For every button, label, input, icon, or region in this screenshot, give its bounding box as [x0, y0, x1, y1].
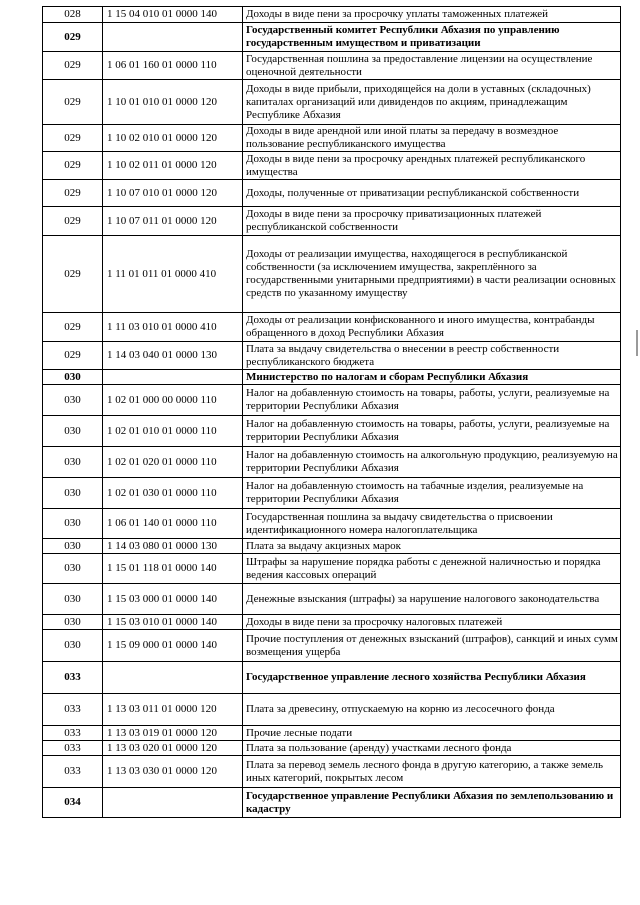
revenue-name-cell: Доходы в виде арендной или иной платы за передачу в возмездное пользование республиканского имущества [243, 125, 621, 152]
revenue-code-cell: 1 10 07 010 01 0000 120 [103, 180, 243, 207]
table-row [43, 615, 621, 630]
revenue-code-cell [103, 662, 243, 694]
table-row [43, 539, 621, 554]
admin-code-cell: 030 [43, 615, 103, 630]
admin-code-cell: 029 [43, 236, 103, 313]
admin-code-cell: 033 [43, 726, 103, 741]
table-row [43, 509, 621, 539]
revenue-code-cell [103, 23, 243, 52]
revenue-name-cell: Государственное управление Республики Абхазия по землепользованию и кадастру [243, 788, 621, 818]
revenue-name-cell: Плата за перевод земель лесного фонда в другую категорию, а также земель иных категорий, покрытых лесом [243, 756, 621, 788]
table-row [43, 630, 621, 662]
revenue-code-cell: 1 15 09 000 01 0000 140 [103, 630, 243, 662]
table-row [43, 584, 621, 615]
revenue-name-cell: Доходы в виде пени за просрочку арендных платежей республиканского имущества [243, 152, 621, 180]
revenue-code-cell: 1 15 03 000 01 0000 140 [103, 584, 243, 615]
revenue-name-cell: Государственная пошлина за выдачу свидетельства о присвоении идентификационного номера налогоплательщика [243, 509, 621, 539]
admin-code-cell: 030 [43, 584, 103, 615]
table-row [43, 478, 621, 509]
admin-code-cell: 033 [43, 694, 103, 726]
table-row [43, 52, 621, 80]
revenue-code-cell: 1 10 07 011 01 0000 120 [103, 207, 243, 236]
section-header-row [43, 662, 621, 694]
admin-code-cell: 030 [43, 447, 103, 478]
revenue-code-cell: 1 10 01 010 01 0000 120 [103, 80, 243, 125]
table-row [43, 554, 621, 584]
admin-code-cell: 030 [43, 554, 103, 584]
revenue-name-cell: Доходы от реализации имущества, находящегося в республиканской собственности (за исключением имущества, закреплённого за государственными унитарными предприятиями) в части реализации основных средств по указанному имуществу [243, 236, 621, 313]
revenue-name-cell: Доходы в виде пени за просрочку налоговых платежей [243, 615, 621, 630]
revenue-code-cell: 1 02 01 030 01 0000 110 [103, 478, 243, 509]
revenue-name-cell: Министерство по налогам и сборам Республики Абхазия [243, 370, 621, 385]
revenue-code-cell: 1 06 01 160 01 0000 110 [103, 52, 243, 80]
admin-code-cell: 030 [43, 370, 103, 385]
table-row [43, 152, 621, 180]
table-row [43, 207, 621, 236]
revenue-code-cell: 1 14 03 080 01 0000 130 [103, 539, 243, 554]
admin-code-cell: 030 [43, 385, 103, 416]
table-row [43, 7, 621, 23]
revenue-code-cell: 1 14 03 040 01 0000 130 [103, 342, 243, 370]
admin-code-cell: 029 [43, 313, 103, 342]
revenue-code-cell: 1 11 01 011 01 0000 410 [103, 236, 243, 313]
admin-code-cell: 029 [43, 23, 103, 52]
revenue-name-cell: Прочие лесные подати [243, 726, 621, 741]
revenue-name-cell: Денежные взыскания (штрафы) за нарушение налогового законодательства [243, 584, 621, 615]
revenue-name-cell: Плата за выдачу свидетельства о внесении в реестр собственности республиканского бюджета [243, 342, 621, 370]
revenue-name-cell: Штрафы за нарушение порядка работы с денежной наличностью и порядка ведения кассовых операций [243, 554, 621, 584]
admin-code-cell: 029 [43, 80, 103, 125]
table-row [43, 694, 621, 726]
revenue-name-cell: Налог на добавленную стоимость на табачные изделия, реализуемые на территории Республики Абхазия [243, 478, 621, 509]
scan-edge-mark [636, 330, 638, 356]
admin-code-cell: 028 [43, 7, 103, 23]
revenue-code-cell: 1 06 01 140 01 0000 110 [103, 509, 243, 539]
revenue-name-cell: Плата за выдачу акцизных марок [243, 539, 621, 554]
revenue-code-cell: 1 13 03 011 01 0000 120 [103, 694, 243, 726]
admin-code-cell: 029 [43, 180, 103, 207]
revenue-code-cell: 1 10 02 011 01 0000 120 [103, 152, 243, 180]
admin-code-cell: 030 [43, 416, 103, 447]
revenue-name-cell: Плата за пользование (аренду) участками лесного фонда [243, 741, 621, 756]
admin-code-cell: 029 [43, 125, 103, 152]
revenue-code-cell [103, 370, 243, 385]
budget-classification-table [42, 6, 621, 818]
table-row [43, 385, 621, 416]
table-row [43, 180, 621, 207]
revenue-code-cell: 1 02 01 020 01 0000 110 [103, 447, 243, 478]
table-row [43, 80, 621, 125]
admin-code-cell: 033 [43, 756, 103, 788]
revenue-name-cell: Налог на добавленную стоимость на товары, работы, услуги, реализуемые на территории Республики Абхазия [243, 416, 621, 447]
revenue-code-cell: 1 13 03 020 01 0000 120 [103, 741, 243, 756]
revenue-name-cell: Государственное управление лесного хозяйства Республики Абхазия [243, 662, 621, 694]
revenue-name-cell: Налог на добавленную стоимость на алкогольную продукцию, реализуемую на территории Республики Абхазия [243, 447, 621, 478]
revenue-name-cell: Государственная пошлина за предоставление лицензии на осуществление оценочной деятельности [243, 52, 621, 80]
table-row [43, 447, 621, 478]
revenue-code-cell: 1 10 02 010 01 0000 120 [103, 125, 243, 152]
section-header-row [43, 23, 621, 52]
revenue-code-cell: 1 15 01 118 01 0000 140 [103, 554, 243, 584]
admin-code-cell: 030 [43, 539, 103, 554]
revenue-code-cell: 1 02 01 000 00 0000 110 [103, 385, 243, 416]
admin-code-cell: 030 [43, 478, 103, 509]
revenue-name-cell: Доходы в виде пени за просрочку уплаты таможенных платежей [243, 7, 621, 23]
revenue-code-cell: 1 13 03 030 01 0000 120 [103, 756, 243, 788]
section-header-row [43, 370, 621, 385]
revenue-code-cell [103, 788, 243, 818]
revenue-name-cell: Доходы от реализации конфискованного и иного имущества, контрабанды обращенного в доход Республики Абхазия [243, 313, 621, 342]
section-header-row [43, 788, 621, 818]
revenue-name-cell: Налог на добавленную стоимость на товары, работы, услуги, реализуемые на территории Республики Абхазия [243, 385, 621, 416]
revenue-name-cell: Плата за древесину, отпускаемую на корню из лесосечного фонда [243, 694, 621, 726]
admin-code-cell: 029 [43, 207, 103, 236]
table-row [43, 313, 621, 342]
table-row [43, 726, 621, 741]
admin-code-cell: 034 [43, 788, 103, 818]
table-row [43, 416, 621, 447]
revenue-name-cell: Государственный комитет Республики Абхазия по управлению государственным имуществом и приватизации [243, 23, 621, 52]
revenue-name-cell: Доходы в виде прибыли, приходящейся на доли в уставных (складочных) капиталах организаций или дивидендов по акциям, принадлежащим Республике Абхазия [243, 80, 621, 125]
revenue-name-cell: Прочие поступления от денежных взысканий (штрафов), санкций и иных сумм возмещения ущерба [243, 630, 621, 662]
revenue-code-cell: 1 11 03 010 01 0000 410 [103, 313, 243, 342]
table-row [43, 125, 621, 152]
revenue-name-cell: Доходы в виде пени за просрочку приватизационных платежей республиканской собственности [243, 207, 621, 236]
admin-code-cell: 033 [43, 741, 103, 756]
revenue-name-cell: Доходы, полученные от приватизации республиканской собственности [243, 180, 621, 207]
admin-code-cell: 029 [43, 152, 103, 180]
admin-code-cell: 030 [43, 630, 103, 662]
revenue-code-cell: 1 02 01 010 01 0000 110 [103, 416, 243, 447]
revenue-code-cell: 1 15 03 010 01 0000 140 [103, 615, 243, 630]
admin-code-cell: 033 [43, 662, 103, 694]
revenue-code-cell: 1 13 03 019 01 0000 120 [103, 726, 243, 741]
admin-code-cell: 030 [43, 509, 103, 539]
admin-code-cell: 029 [43, 52, 103, 80]
table-row [43, 342, 621, 370]
table-row [43, 756, 621, 788]
revenue-code-cell: 1 15 04 010 01 0000 140 [103, 7, 243, 23]
table-row [43, 236, 621, 313]
table-row [43, 741, 621, 756]
admin-code-cell: 029 [43, 342, 103, 370]
table-body [43, 7, 621, 818]
